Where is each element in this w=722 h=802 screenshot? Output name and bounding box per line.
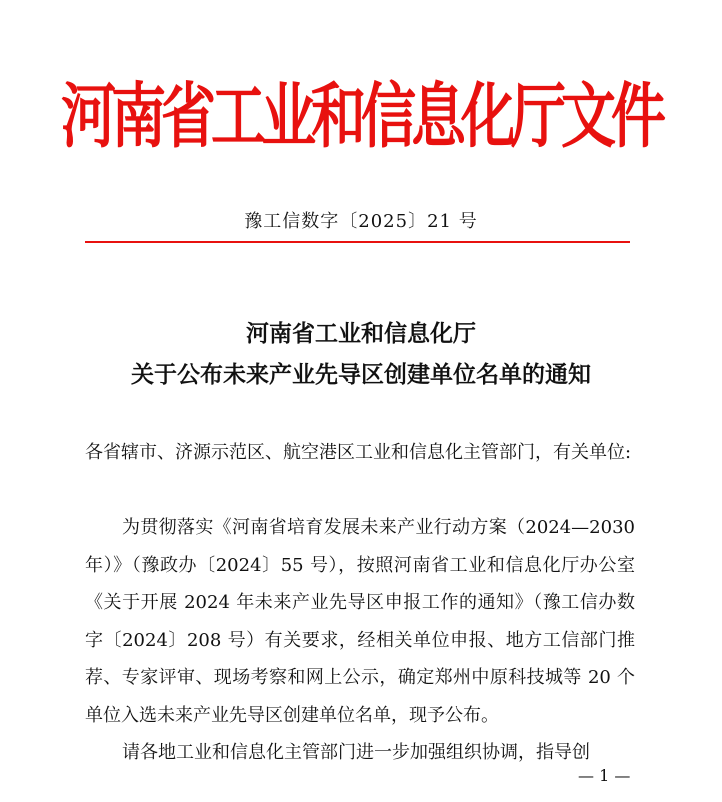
body-paragraph-1: 为贯彻落实《河南省培育发展未来产业行动方案（2024—2030 年）》（豫政办〔2024〕55 号），按照河南省工业和信息化厅办公室《关于开展 2024 年未来产业先导区申报工作的通知》（豫工信办数字〔2024〕208 号）有关要求，经相关单位申报、地方工信部门推荐、专家评审、现场考察和网上公示，确定郑州中原科技城等 20 个单位入选未来产业先导区创建单位名单，现予公布。 <box>85 517 635 726</box>
document-masthead: 河南省工业和信息化厅文件 <box>60 75 661 158</box>
document-number: 豫工信数字〔2025〕21 号 <box>244 211 478 232</box>
page-number: — 1 — <box>578 766 631 785</box>
body-paragraph-2: 请各地工业和信息化主管部门进一步加强组织协调，指导创 <box>122 742 590 763</box>
red-divider-line <box>85 241 630 243</box>
title-line-1: 河南省工业和信息化厅 <box>246 321 476 347</box>
title-line-2: 关于公布未来产业先导区创建单位名单的通知 <box>131 362 591 388</box>
addressee: 各省辖市、济源示范区、航空港区工业和信息化主管部门，有关单位: <box>85 442 632 463</box>
